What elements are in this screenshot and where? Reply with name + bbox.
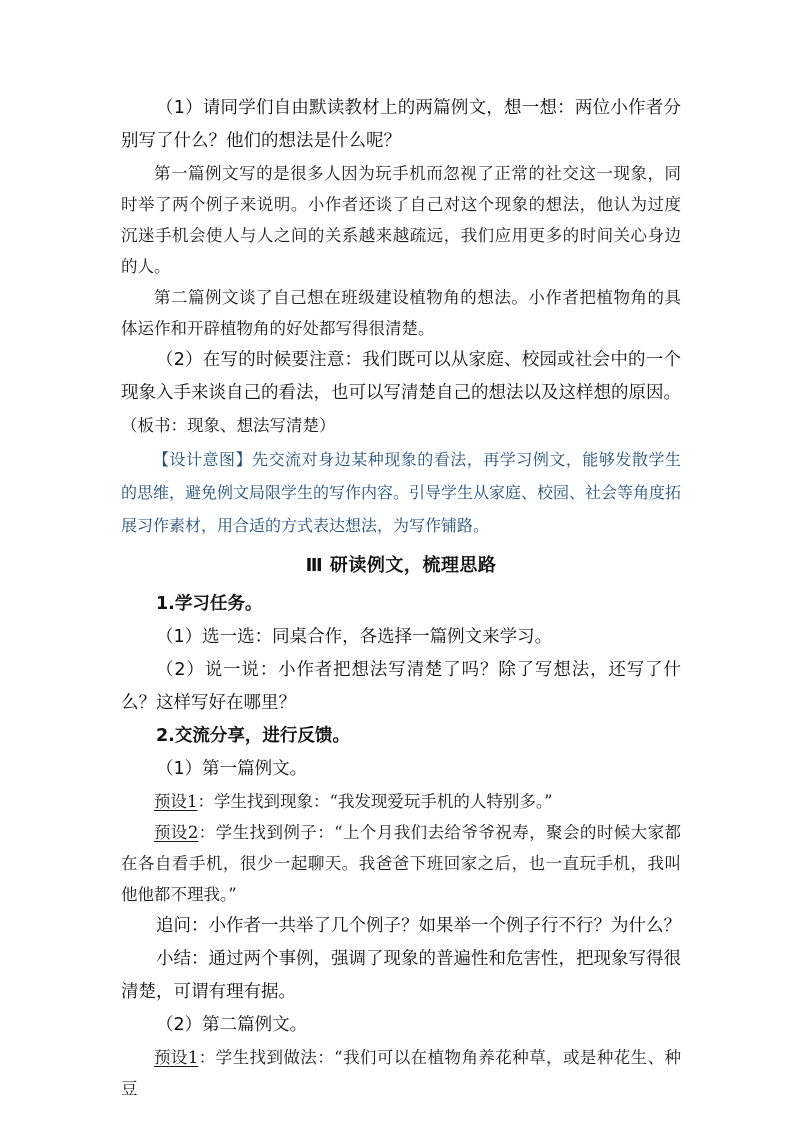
blackboard-note: （板书：现象、想法写清楚） [121,416,336,435]
summary-paragraph: 小结：通过两个事例，强调了现象的普遍性和危害性，把现象写得很清楚，可谓有理有据。 [121,949,681,1002]
design-intent-paragraph [121,443,681,542]
preset-1-text: ：学生找到现象：“我发现爱玩手机的人特别多。” [197,792,553,811]
example-one-summary: 第一篇例文写的是很多人因为玩手机而忽视了正常的社交这一现象，同时举了两个例子来说明。小作者还谈了自己对这个现象的想法，他认为过度沉迷手机会使人与人之间的关系越来越疏远，我们应用更多的时间关心身边的人。 [121,164,681,276]
section-heading: Ⅲ 研读例文，梳理思路 [305,555,497,576]
task-title: 1.学习任务。 [156,594,263,614]
writing-tip-paragraph [121,344,681,443]
preset-3-label: 预设1 [154,1048,199,1067]
share-item-1: （1）第一篇例文。 [156,759,308,779]
preset-1-label: 预设1 [154,792,198,811]
task-item-1: （1）选一选：同桌合作，各选择一篇例文来学习。 [156,627,553,647]
share-title: 2.交流分享，进行反馈。 [156,726,350,746]
preset-1-paragraph [121,786,681,817]
design-intent-tag: 【设计意图】 [153,450,253,469]
preset-2-text: ：学生找到例子：“上个月我们去给爷爷祝寿，聚会的时候大家都在各自看手机，很少一起聊天。我爸爸下班回家之后，也一直玩手机，我叫他他都不理我。” [121,823,681,904]
writing-tip-text: （2）在写的时候要注意：我们既可以从家庭、校园或社会中的一个现象入手来谈自己的看法，也可以写清楚自己的想法以及这样想的原因。 [121,350,681,403]
question-paragraph: （1）请同学们自由默读教材上的两篇例文，想一想：两位小作者分别写了什么？他们的想法是什么呢？ [121,98,681,151]
example-two-summary: 第二篇例文谈了自己想在班级建设植物角的想法。小作者把植物角的具体运作和开辟植物角的好处都写得很清楚。 [121,288,681,338]
document-page [121,92,681,1104]
preset-3-text: ：学生找到做法：“我们可以在植物角养花种草，或是种花生、种豆 [121,1048,681,1098]
followup-question: 追问：小作者一共举了几个例子？如果举一个例子行不行？为什么？ [156,916,681,936]
share-item-2: （2）第二篇例文。 [156,1015,308,1035]
preset-2-label: 预设2 [154,823,199,842]
design-intent-text: 先交流对身边某种现象的看法，再学习例文，能够发散学生的思维，避免例文局限学生的写作内容。引导学生从家庭、校园、社会等角度拓展习作素材，用合适的方式表达想法，为写作铺路。 [121,450,682,535]
preset-3-paragraph [121,1042,681,1104]
task-item-2: （2）说一说：小作者把想法写清楚了吗？除了写想法，还写了什么？这样写好在哪里？ [121,660,681,713]
preset-2-paragraph [121,817,681,910]
